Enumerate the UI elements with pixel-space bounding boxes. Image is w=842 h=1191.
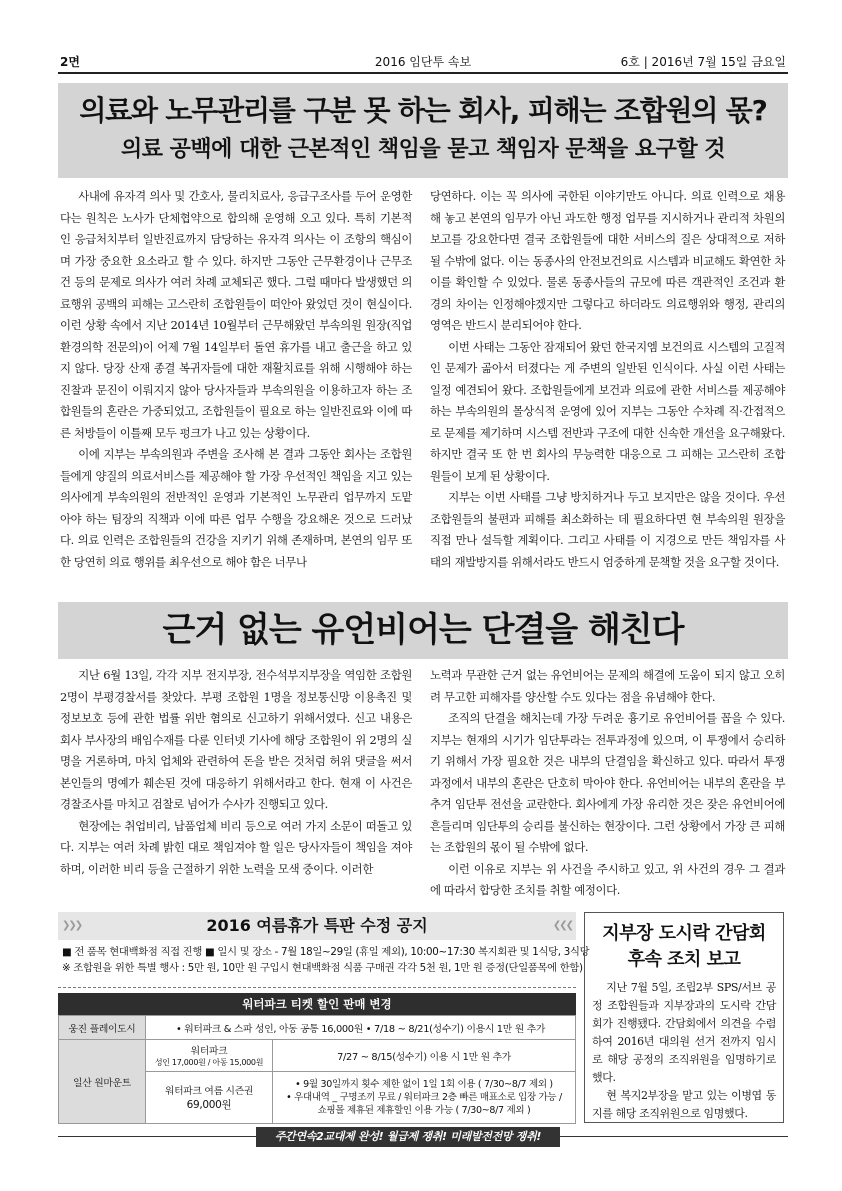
chevron-right-icon: ❯❯❯ <box>62 920 82 931</box>
divider <box>58 987 576 988</box>
sidebox-paragraph: 현 복지2부장을 맡고 있는 이병엽 동지를 해당 조직위원으로 임명했다. <box>592 1089 776 1120</box>
notice-title-strip <box>58 912 576 940</box>
article2-paragraph: 지난 6월 13일, 각각 지부 전지부장, 전수석부지부장을 역임한 조합원 2명이 부평경찰서를 찾았다. 부평 조합원 1명을 정보통신망 이용촉진 및 정보보호 등에 관한 법률 위반 혐의로 신고하기 위해서였다. 신고 내용은 회사 부사장의 배임수재를 다룬 인터넷 기사에 해당 조합원이 위 2명의 실명을 거론하며, 마치 업체와 관련하여 돈을 받은 것처럼 허위 댓글을 써서 본인들의 명예가 훼손된 것에 대응하기 위해서라고 한다. 현재 이 사건은 경찰조사를 마치고 검찰로 넘어가 수사가 진행되고 있다. <box>60 668 412 811</box>
chevron-left-icon: ❮❮❮ <box>552 920 572 931</box>
article1-headline-banner <box>58 83 788 178</box>
sidebox <box>584 912 784 1123</box>
article2-headline: 근거 없는 유언비어는 단결을 해친다 <box>162 610 684 650</box>
article2-paragraph: 현장에는 취업비리, 납품업체 비리 등으로 여러 가지 소문이 떠돌고 있다. 지부는 여러 차례 밝힌 대로 책임져야 할 일은 당사자들이 책임을 져야 하며, 이러한 비리 등을 근절하기 위한 노력을 모색 중이다. 이러한 <box>60 818 412 876</box>
article1-subheadline: 의료 공백에 대한 근본적인 책임을 묻고 책임자 문책을 요구할 것 <box>121 137 725 162</box>
article1-paragraph: 지부는 이번 사태를 그냥 방치하거나 두고 보지만은 않을 것이다. 우선 조합원들의 불편과 피해를 최소화하는 데 필요하다면 현 부속의원 원장을 직접 만나 설득할 계획이다. 그리고 사태를 이 지경으로 만든 책임자를 사태의 재발방지를 위해서라도 반드시 엄중하게 문책할 것을 요구할 것이다. <box>430 490 785 569</box>
article2-column-left <box>60 665 412 880</box>
sidebox-title <box>585 921 783 973</box>
ticket-detail: 쇼핑몰 제휴된 제휴할인 이용 가능 ( 7/30~8/7 제외 ) <box>317 1105 531 1116</box>
article1-paragraph: 이에 지부는 부속의원과 주변을 조사해 본 결과 그동안 회사는 조합원들에게 양질의 의료서비스를 제공해야 할 가장 우선적인 책임을 지고 있는 의사에게 부속의원의 전반적인 운영과 기본적인 노무관리 업무까지 도맡아야 하는 팀장의 직책과 이에 따른 업무 수행을 강요해온 것으로 드러났다. 의료 인력은 조합원들의 건강을 지키기 위해 존재하며, 본연의 임무 또한 당연히 의료 행위를 최우선으로 해야 함은 너무나 <box>60 447 412 569</box>
page-header <box>58 50 788 74</box>
article2-paragraph: 노력과 무관한 근거 없는 유언비어는 문제의 해결에 도움이 되지 않고 오히려 무고한 피해자를 양산할 수도 있다는 점을 유념해야 한다. <box>430 668 785 704</box>
table-cell: • 워터파크 & 스파 성인, 아동 공통 16,000원 • 7/18 ~ 8/21(성수기) 이용시 1만 원 추가 <box>146 1016 576 1040</box>
sidebox-body <box>592 979 776 1123</box>
ticket-detail: • 9월 30일까지 횟수 제한 없이 1일 1회 이용 ( 7/30~8/7 제외 ) <box>295 1079 553 1090</box>
article1-paragraph: 이번 사태는 그동안 잠재되어 왔던 한국지엠 보건의료 시스템의 고질적인 문제가 곪아서 터졌다는 게 주변의 일반된 인식이다. 사실 이런 사태는 일정 예견되어 왔다. 조합원들에게 보건과 의료에 관한 서비스를 제공해야 하는 부속의원의 몰상식적 운영에 있어 지부는 그동안 수차례 직·간접적으로 문제를 제기하며 시스템 전반과 구조에 대한 신속한 개선을 요구해왔다. 하지만 결국 또 한 번 회사의 무능력한 대응으로 그 피해는 고스란히 조합원들이 보게 된 상황이다. <box>430 339 785 483</box>
notice-line: ※ 조합원을 위한 특별 행사 : 5만 원, 10만 원 구입시 현대백화점 식품 구매권 각각 5천 원, 1만 원 증정(단일품목에 한함) <box>62 962 583 974</box>
article2-paragraph: 조직의 단결을 해치는데 가장 두려운 흉기로 유언비어를 꼽을 수 있다. 지부는 현재의 시기가 임단투라는 전투과정에 있으며, 이 투쟁에서 승리하기 위해서 가장 필요한 것은 내부의 단결임을 확신하고 있다. 따라서 투쟁과정에서 내부의 혼란은 단호히 막아야 한다. 유언비어는 내부의 혼란을 부추겨 임단투 전선을 교란한다. 회사에게 가장 유리한 것은 잦은 유언비어에 흔들리며 임단투의 승리를 불신하는 현장이다. 그런 상황에서 가장 큰 피해는 조합원의 몫이 될 수밖에 없다. <box>430 711 785 854</box>
ticket-price: 성인 17,000원 / 아동 15,000원 <box>154 1058 264 1067</box>
ticket-detail: • 우대내역 _ 구명조끼 무료 / 워터파크 2층 빠른 매표소로 입장 가능 / <box>286 1092 562 1103</box>
sidebox-paragraph: 지난 7월 5일, 조립2부 SPS/서브 공정 조합원들과 지부장과의 도시락 간담회가 진행됐다. 간담회에서 의견을 수렴하여 2016년 대의원 선거 전까지 임시로 해당 공정의 조직위원을 임명하기로 했다. <box>592 981 776 1084</box>
notice-title: 2016 여름휴가 특판 수정 공지 <box>206 916 428 935</box>
sidebox-title-line: 지부장 도시락 간담회 <box>602 923 766 944</box>
notice-details <box>62 944 590 976</box>
sidebox-title-line: 후속 조치 보고 <box>627 949 741 970</box>
article1-paragraph: 당연하다. 이는 꼭 의사에 국한된 이야기만도 아니다. 의료 인력으로 채용해 놓고 본연의 임무가 아닌 과도한 행정 업무를 지시하거나 관리적 차원의 보고를 강요한다면 결국 조합원들에 대한 서비스의 질은 상대적으로 저하될 수밖에 없다. 이는 동종사의 안전보건의료 시스템과 비교해도 확연한 차이를 확인할 수 있었다. 물론 동종사들의 규모에 따른 객관적인 조건과 환경의 차이는 인정해야겠지만 그렇다고 하더라도 의료행위와 행정, 관리의 영역은 반드시 분리되어야 한다. <box>430 189 785 332</box>
article2-headline-banner <box>58 602 788 659</box>
ticket-table-title: 워터파크 티켓 할인 판매 변경 <box>58 993 576 1015</box>
table-cell <box>273 1072 576 1124</box>
article1-paragraph: 사내에 유자격 의사 및 간호사, 물리치료사, 응급구조사를 두어 운영한다는 원칙은 노사가 단체협약으로 합의해 운영해 오고 있다. 특히 기본적인 응급처치부터 일반진료까지 담당하는 유자격 의사는 이 조항의 핵심이며 가장 중요한 요소라고 할 수 있다. 하지만 그동안 근무환경이나 근무조건 등의 문제로 의사가 여러 차례 교체되곤 했다. 그럴 때마다 발생했던 의료행위 공백의 피해는 고스란히 조합원들이 떠안아 왔었던 것이 현실이다. 이런 상황 속에서 지난 2014년 10월부터 근무해왔던 부속의원 원장(직업환경의학 전문의)이 어제 7월 14일부터 돌연 휴가를 내고 출근을 하고 있지 않다. 당장 산재 종결 복귀자들에 대한 재활치료를 위해 시행해야 하는 진찰과 문진이 이뤄지지 않아 당사자들과 부속의원을 이용하고자 하는 조합원들의 혼란은 가중되었고, 조합원들이 필요로 하는 일반진료와 이에 따른 처방들이 이틀째 모두 펑크가 나고 있는 상황이다. <box>60 189 412 440</box>
table-cell: 일산 원마운트 <box>59 1040 146 1124</box>
article2-column-right <box>430 665 785 902</box>
article1-headline: 의료와 노무관리를 구분 못 하는 회사, 피해는 조합원의 몫? <box>79 94 767 127</box>
table-row <box>59 1040 576 1072</box>
article2-paragraph: 이런 이유로 지부는 위 사건을 주시하고 있고, 위 사건의 경우 그 결과에 따라서 합당한 조치를 취할 예정이다. <box>430 861 785 897</box>
newsletter-title: 2016 임단투 속보 <box>374 55 472 69</box>
article1-column-left <box>60 186 412 573</box>
ticket-name: 워터파크 <box>190 1046 228 1057</box>
ticket-name: 워터파크 여름 시즌권 <box>164 1086 254 1097</box>
page-number: 2면 <box>60 55 80 69</box>
article1-column-right <box>430 186 785 573</box>
issue-date: 6호 | 2016년 7월 15일 금요일 <box>620 55 786 69</box>
notice-line: ■ 전 품목 현대백화점 직접 진행 ■ 일시 및 장소 - 7월 18일~29일 (휴일 제외), 10:00~17:30 복지회관 및 1식당, 3식당 <box>62 946 590 958</box>
table-cell: 7/27 ~ 8/15(성수기) 이용 시 1만 원 추가 <box>273 1040 576 1072</box>
table-row <box>59 1016 576 1040</box>
footer-slogan: 주간연속2교대제 완성! 월급제 쟁취! 미래발전전망 쟁취! <box>256 1127 560 1147</box>
ticket-price: 69,000원 <box>186 1099 232 1111</box>
table-cell <box>146 1072 273 1124</box>
table-cell: 웅진 플레이도시 <box>59 1016 146 1040</box>
ticket-table <box>58 1015 576 1124</box>
table-cell <box>146 1040 273 1072</box>
